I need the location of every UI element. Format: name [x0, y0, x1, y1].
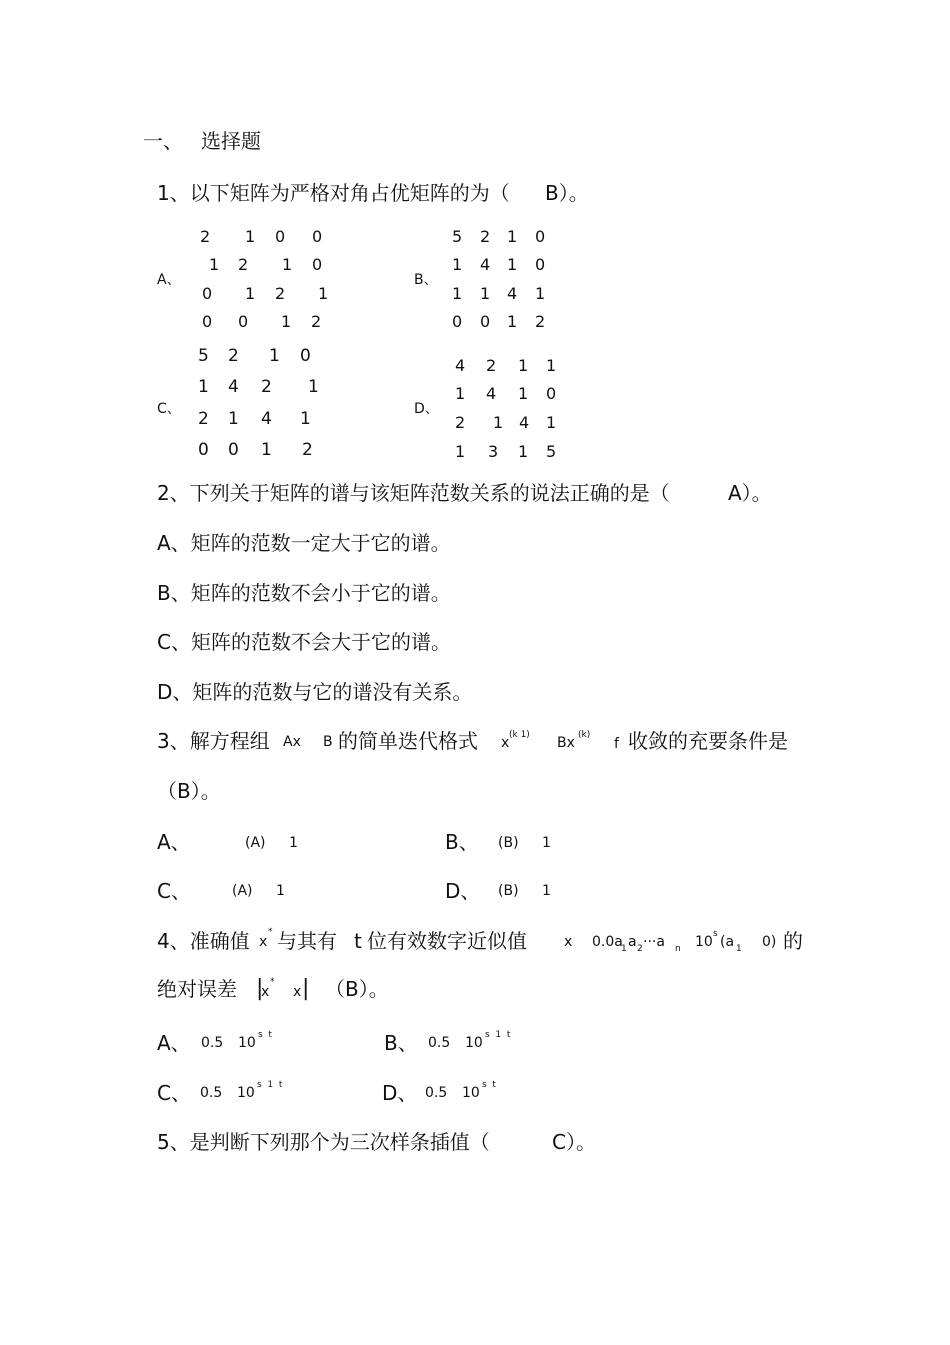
q2-option-d: D、矩阵的范数与它的谱没有关系。: [157, 680, 473, 704]
section-number: 一、: [143, 129, 183, 153]
q2-text: 2、下列关于矩阵的谱与该矩阵范数关系的说法正确的是（: [157, 481, 670, 505]
section-title: 选择题: [201, 129, 261, 153]
q2-option-a: A、矩阵的范数一定大于它的谱。: [157, 531, 451, 555]
q1-option-d-label: D、: [414, 401, 439, 417]
q5-answer: C）。: [552, 1130, 596, 1154]
q1-option-a-label: A、: [157, 272, 181, 288]
q1-option-b-label: B、: [414, 272, 438, 288]
q1-option-c-label: C、: [157, 401, 181, 417]
q1-text: 1、以下矩阵为严格对角占优矩阵的为（: [157, 181, 510, 205]
q2-answer: A）。: [728, 481, 772, 505]
q1-answer: B）。: [545, 181, 589, 205]
q2-option-c: C、矩阵的范数不会大于它的谱。: [157, 630, 451, 654]
q2-option-b: B、矩阵的范数不会小于它的谱。: [157, 581, 451, 605]
q3-answer: （B）。: [157, 779, 221, 803]
q5-text: 5、是判断下列那个为三次样条插值（: [157, 1130, 490, 1154]
